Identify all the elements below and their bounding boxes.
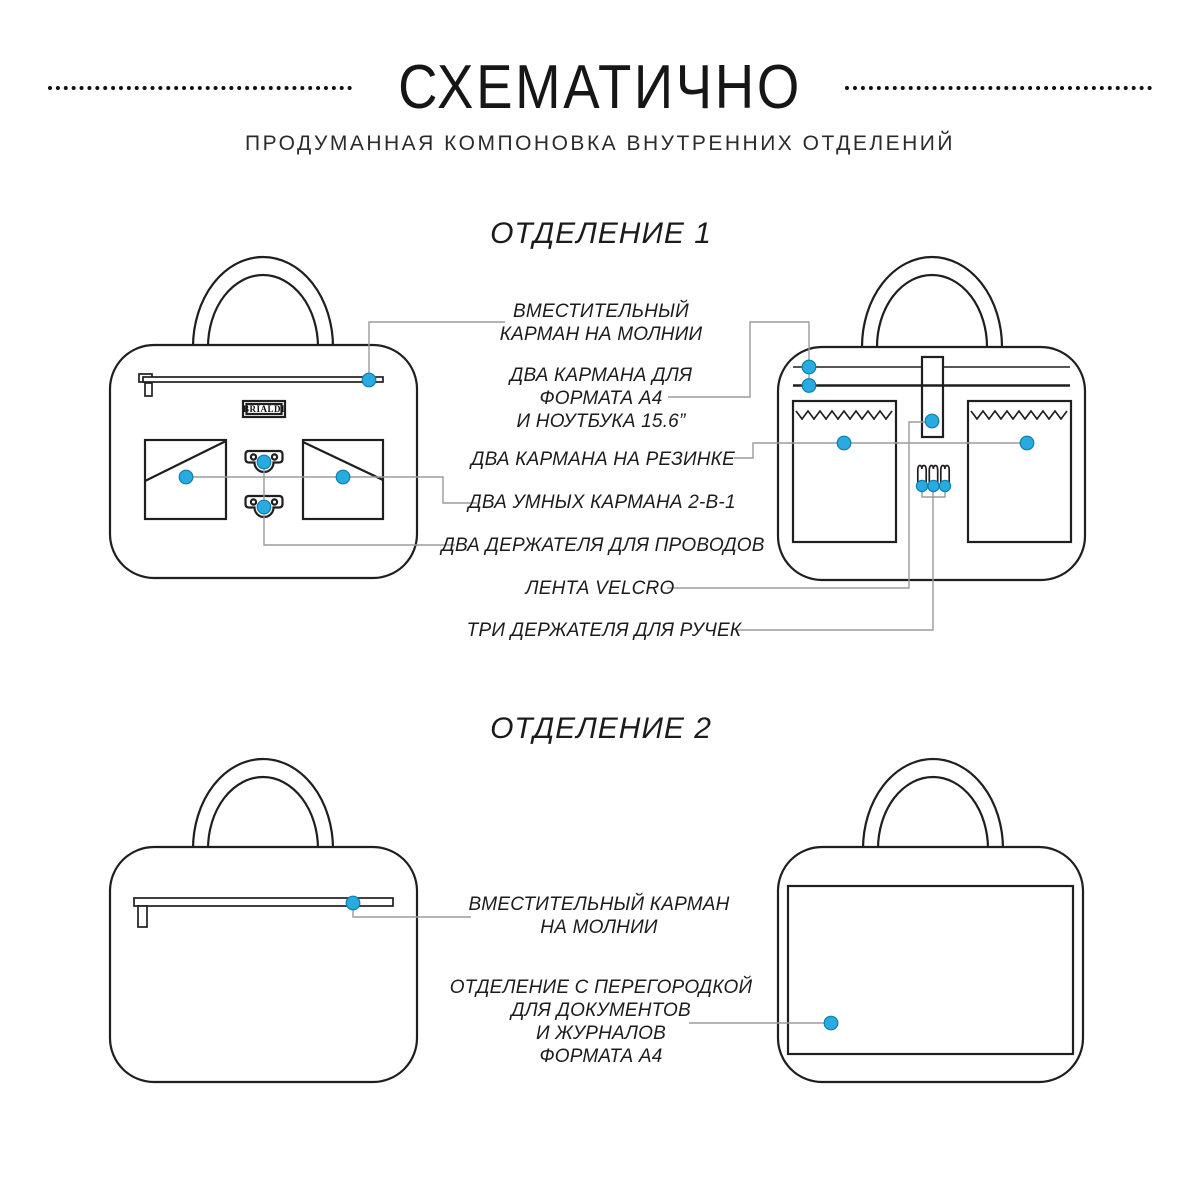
label-line: ДВА УМНЫХ КАРМАНА 2-В-1	[468, 492, 736, 513]
label-zip-pocket-1	[500, 300, 703, 346]
zipper-line	[143, 377, 383, 382]
dot-a4-pocket-2	[802, 379, 816, 393]
dot-pen-1	[916, 480, 927, 491]
label-line: ДВА ДЕРЖАТЕЛЯ ДЛЯ ПРОВОДОВ	[441, 535, 765, 556]
section2-heading: ОТДЕЛЕНИЕ 2	[490, 712, 712, 745]
label-line: ТРИ ДЕРЖАТЕЛЯ ДЛЯ РУЧЕК	[466, 620, 742, 641]
label-divider-compartment	[450, 976, 753, 1068]
bag-body	[110, 847, 417, 1082]
dot-cable-holder-top	[257, 455, 271, 469]
dot-cable-holder-bottom	[257, 500, 271, 514]
label-line: ВМЕСТИТЕЛЬНЫЙ	[513, 301, 689, 322]
elastic-pocket-left	[793, 401, 896, 542]
label-velcro	[526, 577, 675, 600]
page-title: СХЕМАТИЧНО	[398, 53, 802, 122]
label-line: ВМЕСТИТЕЛЬНЫЙ КАРМАН	[468, 894, 730, 915]
label-line: И НОУТБУКА 15.6”	[516, 411, 686, 432]
dot-velcro	[925, 414, 939, 428]
bag-handle-inner	[208, 275, 318, 347]
dot-elastic-right	[1020, 436, 1034, 450]
label-line: ФОРМАТА А4	[539, 388, 663, 409]
dot-a4-pocket-1	[802, 360, 816, 374]
bag-handle-inner	[208, 777, 318, 849]
dot-smart-pocket-left	[179, 470, 193, 484]
label-a4-pockets	[510, 364, 692, 433]
label-cable-holders	[441, 534, 764, 557]
bag-section2-right	[778, 759, 1083, 1082]
dot-zip-pocket-1	[362, 373, 376, 387]
page-subtitle: ПРОДУМАННАЯ КОМПОНОВКА ВНУТРЕННИХ ОТДЕЛЕНИЙ	[245, 132, 955, 155]
dot-pen-3	[939, 480, 950, 491]
label-elastic-pockets	[471, 448, 735, 471]
dot-smart-pocket-right	[336, 470, 350, 484]
dot-divider	[824, 1016, 838, 1030]
dot-elastic-left	[837, 436, 851, 450]
label-line: ДВА КАРМАНА НА РЕЗИНКЕ	[471, 449, 735, 470]
dot-pen-2	[928, 480, 939, 491]
dot-zip-pocket-2	[346, 896, 360, 910]
label-line: И ЖУРНАЛОВ	[536, 1023, 666, 1044]
label-line: ДЛЯ ДОКУМЕНТОВ	[511, 1000, 691, 1021]
label-line: ДВА КАРМАНА ДЛЯ	[509, 365, 693, 386]
bag-handle-outer	[862, 257, 1002, 347]
label-pen-holders	[467, 619, 742, 642]
label-line: ОТДЕЛЕНИЕ С ПЕРЕГОРОДКОЙ	[449, 977, 753, 998]
elastic-pocket-right	[968, 401, 1071, 542]
label-line: КАРМАН НА МОЛНИИ	[499, 324, 703, 345]
label-line: ЛЕНТА VELCRO	[525, 578, 675, 599]
zipper-pull	[138, 906, 147, 927]
bag-handle-outer	[193, 759, 333, 849]
section1-heading: ОТДЕЛЕНИЕ 1	[490, 217, 712, 250]
bag-handle-inner	[877, 275, 987, 347]
zipper-pull	[145, 383, 152, 396]
brand-logo	[243, 401, 285, 417]
label-line: НА МОЛНИИ	[540, 917, 658, 938]
label-smart-pockets	[468, 491, 735, 514]
label-zip-pocket-2	[468, 893, 729, 939]
bag-handle-outer	[193, 257, 333, 347]
brand-logo-text: BRIALDI	[242, 404, 286, 414]
bag-handle-inner	[878, 777, 988, 849]
bag-section2-left	[110, 759, 417, 1082]
bag-handle-outer	[863, 759, 1003, 849]
label-line: ФОРМАТА А4	[539, 1046, 663, 1067]
